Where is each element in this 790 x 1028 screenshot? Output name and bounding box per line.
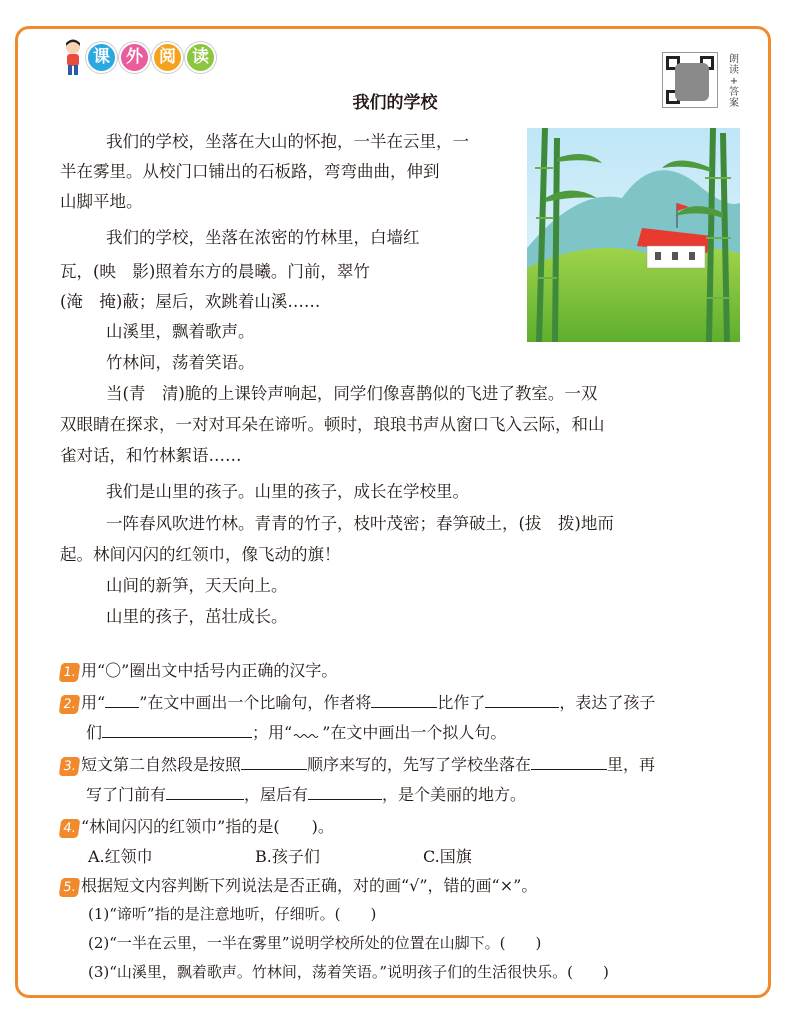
passage-title: 我们的学校 [352,93,438,113]
question-4: 4. “林间闪闪的红领巾”指的是( )。 [60,814,334,838]
answer-blank[interactable] [166,785,244,800]
passage-line: 半在雾里。从校门口铺出的石板路，弯弯曲曲，伸到 [60,162,440,181]
badge-char: 读 [185,42,216,73]
option-a[interactable]: A.红领巾 [88,847,153,866]
question-3-cont: 写了门前有 ，屋后有 ，是个美丽的地方。 [86,785,527,804]
question-2: 2. 用“ ”在文中画出一个比喻句，作者将 比作了 ，表达了孩子 [60,690,655,714]
wavy-underline-icon [292,724,322,738]
badge-char: 阅 [152,42,183,73]
question-number: 4. [59,819,81,838]
passage-line: 双眼睛在探求，一对对耳朵在谛听。顿时，琅琅书声从窗口飞入云际，和山 [60,415,605,434]
answer-blank[interactable] [241,755,307,770]
child-icon [60,38,86,76]
answer-blank[interactable] [308,785,382,800]
reading-badge [60,38,210,74]
passage-line: 山里的孩子，茁壮成长。 [106,607,288,626]
passage-line: 当(青 清)脆的上课铃声响起，同学们像喜鹊似的飞进了教室。一双 [106,384,598,403]
passage-line: 瓦，(映 影)照着东方的晨曦。门前，翠竹 [60,262,370,281]
question-1: 1. 用“〇”圈出文中括号内正确的汉字。 [60,658,337,682]
question-3: 3. 短文第二自然段是按照 顺序来写的，先写了学校坐落在 里，再 [60,752,655,776]
answer-blank[interactable] [531,755,607,770]
passage-line: 山脚平地。 [60,192,143,211]
badge-char: 外 [119,42,150,73]
qr-label: 朗 读 + 答 案 [729,54,739,109]
answer-blank[interactable] [371,693,437,708]
passage-line: 我们的学校，坐落在浓密的竹林里，白墙红 [106,228,420,247]
answer-blank[interactable] [105,693,139,708]
passage-line: 一阵春风吹进竹林。青青的竹子，枝叶茂密；春笋破土，(拔 拨)地而 [106,514,614,533]
passage-line: 我们的学校，坐落在大山的怀抱，一半在云里，一 [106,132,469,151]
judge-item[interactable]: (1)“谛听”指的是注意地听，仔细听。( ) [88,905,377,923]
badge-char: 课 [86,42,117,73]
answer-blank[interactable] [102,723,252,738]
passage-line: 我们是山里的孩子。山里的孩子，成长在学校里。 [106,482,469,501]
passage-line: (淹 掩)蔽；屋后，欢跳着山溪…… [60,292,321,311]
question-number: 5. [59,878,81,897]
passage-line: 起。林间闪闪的红领巾，像飞动的旗！ [60,545,341,564]
answer-blank[interactable] [485,693,559,708]
judge-item[interactable]: (2)“一半在云里，一半在雾里”说明学校所处的位置在山脚下。( ) [88,934,542,952]
question-number: 2. [59,695,81,714]
question-number: 3. [59,757,81,776]
passage-line: 竹林间，荡着笑语。 [106,353,255,372]
passage-line: 山间的新笋，天天向上。 [106,576,288,595]
question-5: 5. 根据短文内容判断下列说法是否正确，对的画“√”，错的画“×”。 [60,873,537,897]
school-illustration [527,128,740,342]
judge-item[interactable]: (3)“山溪里，飘着歌声。竹林间，荡着笑语。”说明孩子们的生活很快乐。( ) [88,963,609,981]
question-2-cont: 们 ；用“ ”在文中画出一个拟人句。 [86,723,507,742]
passage-line: 山溪里，飘着歌声。 [106,322,255,341]
option-b[interactable]: B.孩子们 [255,847,320,866]
option-c[interactable]: C.国旗 [423,847,472,866]
passage-line: 雀对话，和竹林絮语…… [60,446,242,465]
question-number: 1. [59,663,81,682]
